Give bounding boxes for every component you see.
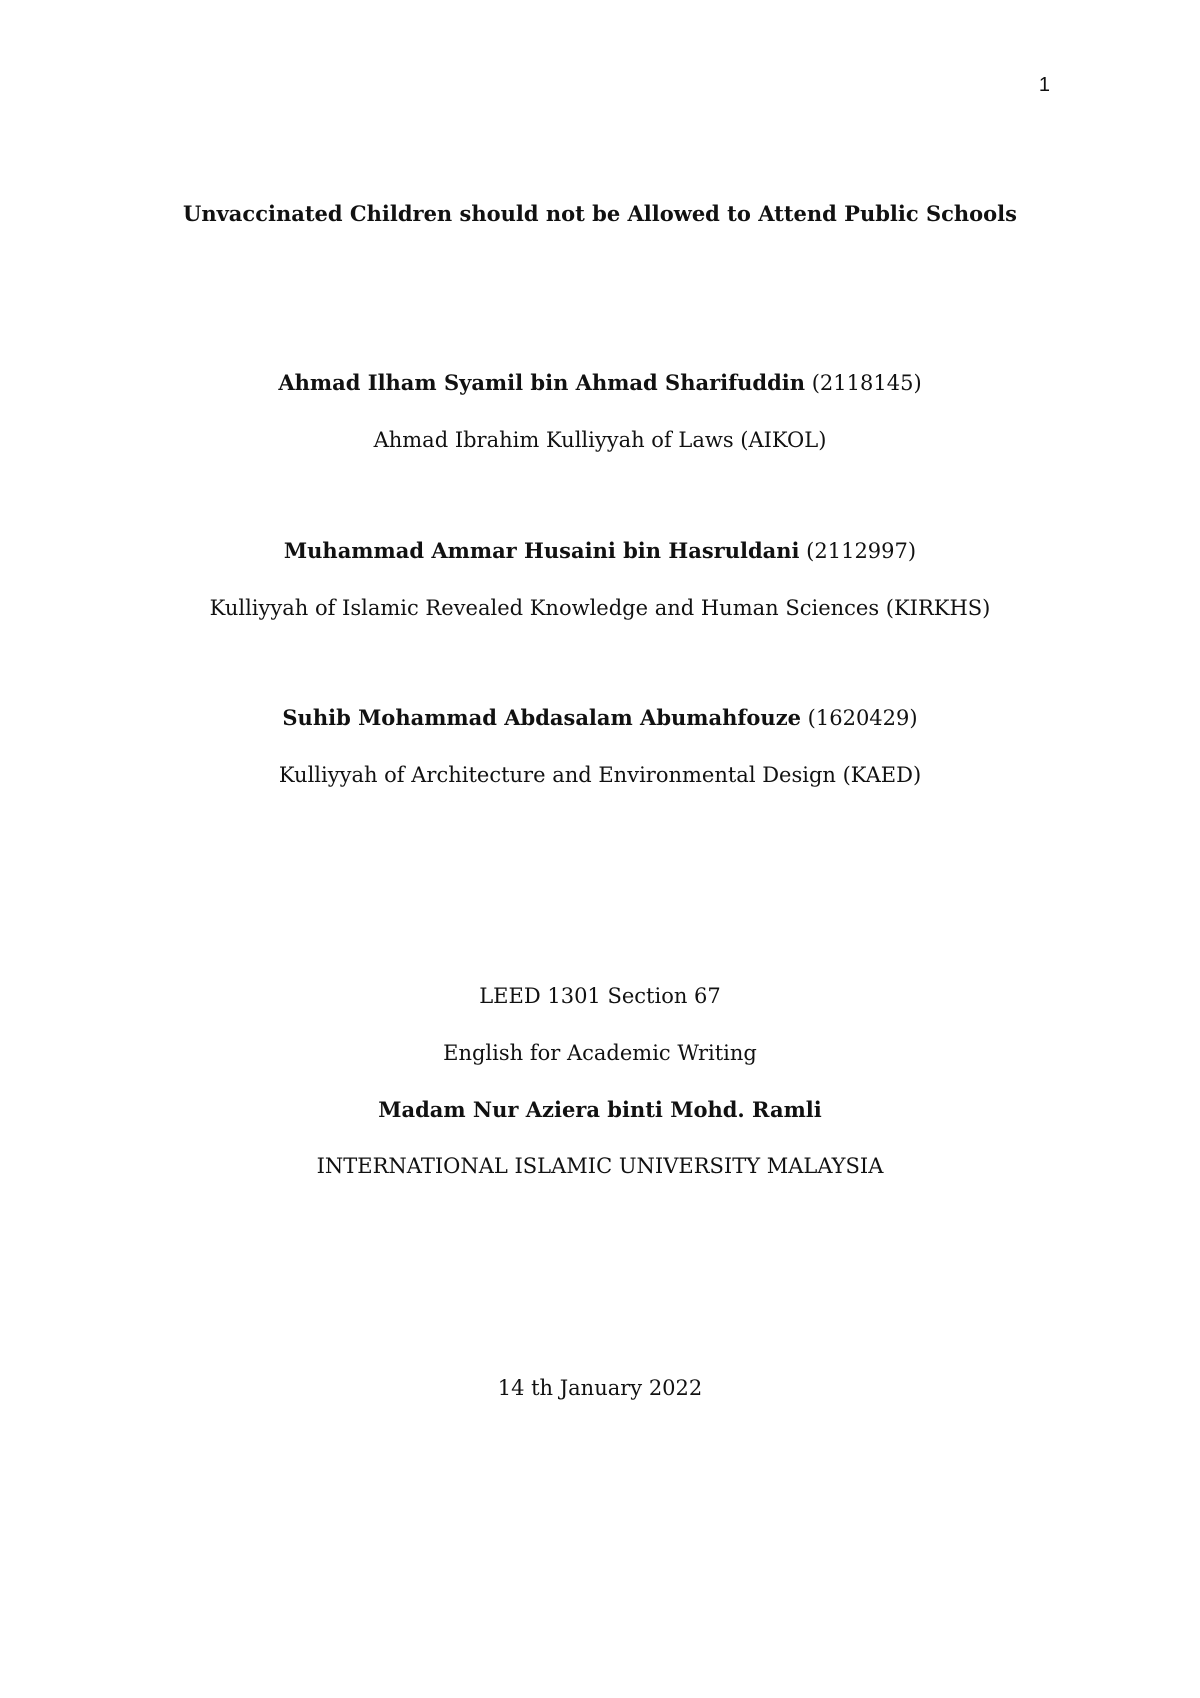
paper-title: Unvaccinated Children should not be Allowed to Attend Public Schools (183, 201, 1017, 226)
author-2-name: Muhammad Ammar Husaini bin Hasruldani (283, 538, 800, 563)
lecturer-name: Madam Nur Aziera binti Mohd. Ramli (378, 1097, 822, 1122)
author-1-line (0, 369, 1200, 397)
course-code: LEED 1301 Section 67 (479, 984, 721, 1008)
author-2-id: (2112997) (806, 539, 917, 563)
author-1-name: Ahmad Ilham Syamil bin Ahmad Sharifuddin (278, 370, 806, 395)
author-3-id: (1620429) (807, 706, 918, 730)
author-1-id: (2118145) (811, 371, 922, 395)
submission-date: 14 th January 2022 (497, 1376, 703, 1400)
author-3-name: Suhib Mohammad Abdasalam Abumahfouze (282, 705, 801, 730)
course-name: English for Academic Writing (443, 1041, 757, 1065)
university-name: INTERNATIONAL ISLAMIC UNIVERSITY MALAYSIA (316, 1154, 884, 1178)
author-3-line (0, 704, 1200, 732)
author-3-department: Kulliyyah of Architecture and Environmental Design (KAED) (278, 763, 922, 787)
author-2-department: Kulliyyah of Islamic Revealed Knowledge and Human Sciences (KIRKHS) (209, 596, 991, 620)
author-2-line (0, 537, 1200, 565)
page-number: 1 (1038, 74, 1050, 96)
author-1-department: Ahmad Ibrahim Kulliyyah of Laws (AIKOL) (373, 428, 827, 452)
